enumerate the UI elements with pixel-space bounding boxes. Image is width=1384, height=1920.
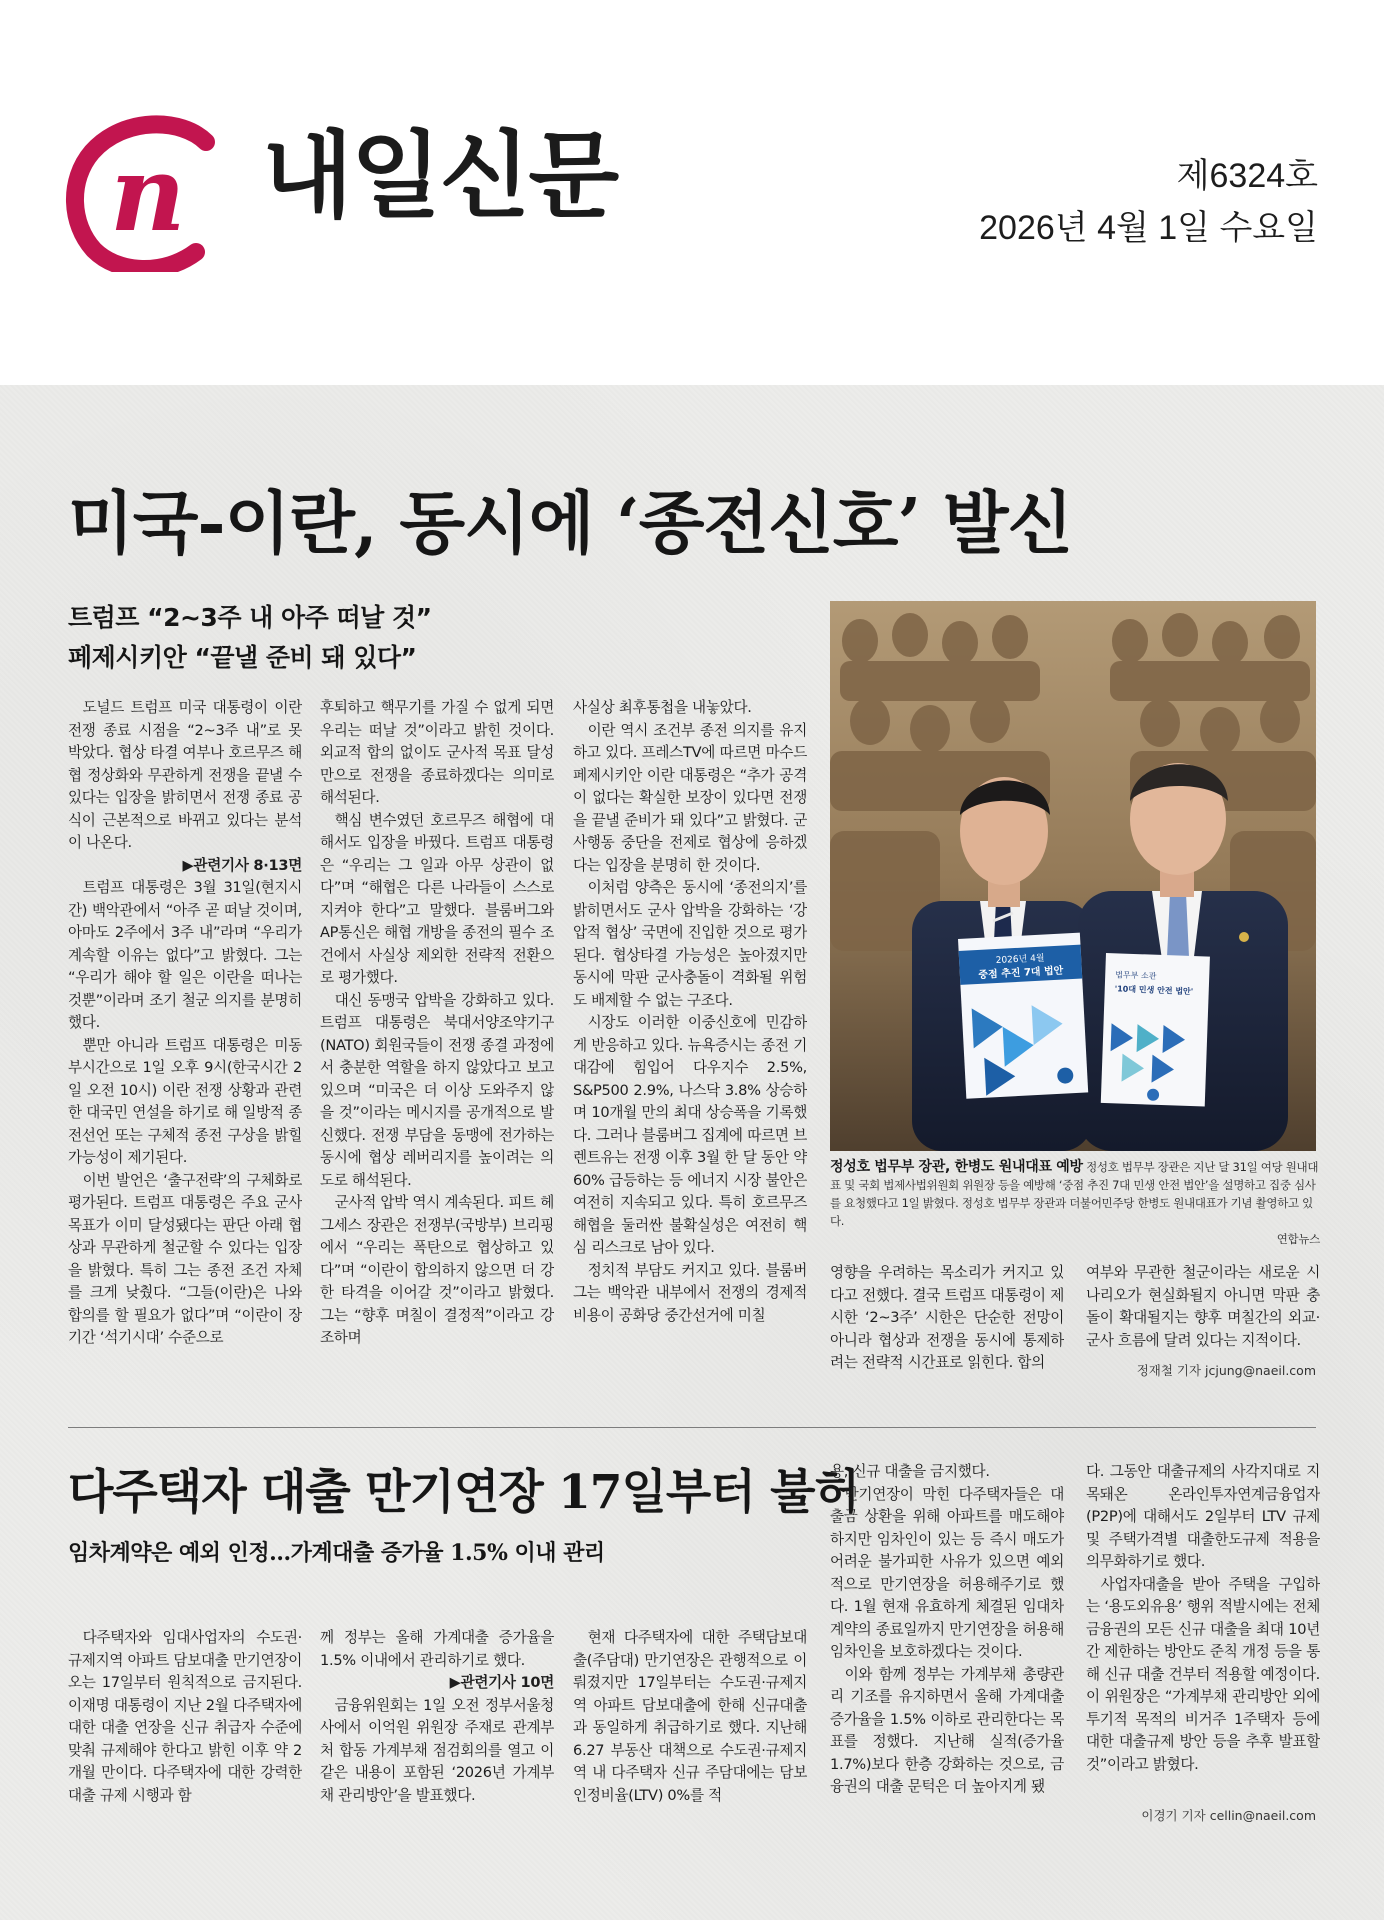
paragraph: 용, 신규 대출을 금지했다.	[830, 1463, 990, 1480]
paragraph: 이와 함께 정부는 가계부채 총량관리 기조를 유지하면서 올해 가계대출 증가율을 1.5% 이하로 관리한다는 목표를 정했다. 지난해 실적(증가율 1.7%)보다 한층 강화하는 것으로, 금융권의 대출 문턱은 더 높아지게 됐	[830, 1665, 1064, 1795]
book-right-line1: 법무부 소관	[1115, 970, 1157, 981]
article1-subheads	[68, 598, 432, 678]
naeil-logo-icon[interactable]	[64, 112, 228, 272]
article2-column-3	[573, 1627, 807, 1807]
article2-column-2	[320, 1627, 554, 1807]
logo-wordmark[interactable]: 내일신문	[262, 122, 618, 231]
article2-column-1	[68, 1627, 302, 1807]
book-right-line2: '10대 민생 안전 법안'	[1114, 984, 1194, 997]
article1-headline: 미국-이란, 동시에 ‘종전신호’ 발신	[68, 484, 1073, 564]
related-article-ref: ▶관련기사 8·13면	[182, 856, 302, 874]
paragraph: 사업자대출을 받아 주택을 구입하는 ‘용도외유용’ 행위 적발시에는 전체 금융권의 모든 신규 대출을 최대 10년간 제한하는 방안도 준칙 개정 등을 통해 신규 대출 건부터 적용할 예정이다. 이 위원장은 “가계부채 관리방안 외에 투기적 목적의 비거주 1주택자 등에 대한 대출규제 방안 등을 추후 발표할 것”이라고 밝혔다.	[1086, 1575, 1320, 1773]
caption-text: 정성호 법무부 장관은 지난 달 31일 여당 원내대표 및 국회 법제사법위원회 위원장 등을 예방해 ‘중점 추진 7대 민생 안전 법안’을 설명하고 집중 심사를 요청했다고 1일 밝혔다. 정성호 법무부 장관과 더불어민주당 한병도 원내대표가 기념 촬영하고 있다.	[830, 1160, 1319, 1228]
logo-letter: n	[110, 132, 186, 255]
book-left-line1: 2026년 4월	[995, 953, 1045, 967]
photo-credit: 연합뉴스	[1276, 1232, 1320, 1246]
paragraph: 핵심 변수였던 호르무즈 해협에 대해서도 입장을 바꿨다. 트럼프 대통령은 “우리는 그 일과 아무 상관이 없다”며 “해협은 다른 나라들이 스스로 지켜야 한다”고 말했다. 블룸버그와 AP통신은 해협 개방을 종전의 필수 조건에서 사실상 제외한 전략적 전환으로 평가했다.	[320, 811, 554, 986]
paragraph: 군사적 압박 역시 계속된다. 피트 헤그세스 장관은 전쟁부(국방부) 브리핑에서 “우리는 폭탄으로 협상하고 있다”며 “이란이 합의하지 않으면 더 강한 타격을 이어갈 것”이라고 밝혔다. 그는 “향후 며칠이 결정적”이라고 강조하며	[320, 1194, 554, 1346]
article2-column-4	[830, 1461, 1064, 1811]
article2-column-5	[1086, 1461, 1320, 1801]
paragraph: 다. 그동안 대출규제의 사각지대로 지목돼온 온라인투자연계금융업자(P2P)에 대해서도 2일부터 LTV 규제 및 주택가격별 대출한도규제 적용을 의무화하기로 했다.	[1086, 1463, 1320, 1570]
article1-photo[interactable]	[830, 601, 1316, 1151]
paragraph: 이처럼 양측은 동시에 ‘종전의지’를 밝히면서도 군사 압박을 강화하는 ‘강압적 협상’ 국면에 진입한 것으로 평가된다. 협상타결 가능성은 높아졌지만 동시에 막판 군사충돌이 격화될 위험도 배제할 수 없는 구조다.	[573, 879, 807, 1009]
article1-column-3	[573, 697, 807, 1387]
caption-title: 정성호 법무부 장관, 한병도 원내대표 예방	[830, 1159, 1083, 1175]
paragraph: 도널드 트럼프 미국 대통령이 이란 전쟁 종료 시점을 “2~3주 내”로 못 박았다. 협상 타결 여부나 호르무즈 해협 정상화와 무관하게 전쟁을 끝낼 수 있다는 입장을 밝히면서 전쟁 종료 공식이 근본적으로 바뀌고 있다는 분석이 나온다.	[68, 699, 302, 851]
photo-caption	[830, 1158, 1320, 1248]
article1-column-4: 영향을 우려하는 목소리가 커지고 있다고 전했다. 결국 트럼프 대통령이 제시한 ‘2~3주’ 시한은 단순한 전망이 아니라 협상과 전쟁을 동시에 통제하려는 전략적 시간표로 읽힌다. 합의	[830, 1264, 1064, 1371]
paragraph: 께 정부는 올해 가계대출 증가율을 1.5% 이내에서 관리하기로 했다.	[320, 1629, 554, 1669]
issue-number: 제6324호	[1176, 157, 1318, 195]
article2-byline: 이경기 기자 cellin@naeil.com	[1141, 1808, 1316, 1823]
book-left-line2: 중점 추진 7대 법안	[978, 965, 1064, 981]
paragraph: 트럼프 대통령은 3월 31일(현지시간) 백악관에서 “아주 곧 떠날 것이며, 아마도 2주에서 3주 내”라며 “우리가 계속할 이유는 없다”고 밝혔다. 그는 “우리가 해야 할 일은 이란을 떠나는 것뿐”이라며 조기 철군 의지를 분명히 했다.	[68, 879, 302, 1031]
article2-headline: 다주택자 대출 만기연장 17일부터 불허	[68, 1465, 859, 1520]
paragraph: 금융위원회는 1일 오전 정부서울청사에서 이억원 위원장 주재로 관계부처 합동 가계부채 점검회의를 열고 이 같은 내용이 포함된 ‘2026년 가계부채 관리방안’을 발표했다.	[320, 1696, 554, 1804]
article2-subhead: 임차계약은 예외 인정…가계대출 증가율 1.5% 이내 관리	[68, 1540, 605, 1566]
article-divider	[68, 1427, 1316, 1428]
paragraph: 대신 동맹국 압박을 강화하고 있다. 트럼프 대통령은 북대서양조약기구(NATO) 회원국들이 전쟁 종결 과정에서 충분한 역할을 하지 않았다고 보고 있으며 “미국은 더 이상 도와주지 않을 것”이라는 메시지를 공개적으로 발신했다. 전쟁 부담을 동맹에 전가하는 동시에 협상 레버리지를 높이려는 의도로 해석된다.	[320, 991, 554, 1189]
paragraph: 이란 역시 조건부 종전 의지를 유지하고 있다. 프레스TV에 따르면 마수드 페제시키안 이란 대통령은 “추가 공격이 없다는 확실한 보장이 있다면 전쟁을 끝낼 준비가 돼 있다”고 밝혔다. 군사행동 중단을 전제로 협상에 응하겠다는 입장을 분명히 한 것이다.	[573, 721, 807, 874]
paragraph: 다주택자와 임대사업자의 수도권·규제지역 아파트 담보대출 만기연장이 오는 17일부터 원칙적으로 금지된다. 이재명 대통령이 지난 2월 다주택자에 대한 대출 연장을 신규 취급자 수준에 맞춰 규제해야 한다고 밝힌 이후 약 2개월 만이다. 다주택자에 대한 강력한 대출 규제 시행과 함	[68, 1629, 302, 1804]
article1-column-5: 여부와 무관한 철군이라는 새로운 시나리오가 현실화될지 아니면 막판 충돌이 확대될지는 향후 며칠간의 외교·군사 흐름에 달려 있다는 지적이다.	[1086, 1264, 1320, 1349]
article1-column-2	[320, 697, 554, 1387]
masthead	[0, 0, 1384, 385]
paragraph: 만기연장이 막힌 다주택자들은 대출금 상환을 위해 아파트를 매도해야 하지만 임차인이 있는 등 즉시 매도가 어려운 불가피한 사유가 있으면 예외적으로 만기연장을 허용해주기로 했다. 1월 현재 유효하게 체결된 임대차계약의 종료일까지 만기연장을 허용해 임차인을 보호하겠다는 것이다.	[830, 1485, 1064, 1660]
issue-date: 2026년 4월 1일 수요일	[979, 209, 1318, 247]
related-article-ref: ▶관련기사 10면	[449, 1674, 554, 1691]
paragraph: 현재 다주택자에 대한 주택담보대출(주담대) 만기연장은 관행적으로 이뤄졌지만 17일부터는 수도권·규제지역 아파트 담보대출에 한해 신규대출과 동일하게 취급하기로 했다. 지난해 6.27 부동산 대책으로 수도권·규제지역 내 다주택자 신규 주담대에는 담보인정비율(LTV) 0%를 적	[573, 1629, 807, 1804]
paragraph: 사실상 최후통첩을 내놓았다.	[573, 699, 752, 716]
paragraph: 시장도 이러한 이중신호에 민감하게 반응하고 있다. 뉴욕증시는 종전 기대감에 힘입어 다우지수 2.5%, S&P500 2.9%, 나스닥 3.8% 상승하며 10개월 만의 최대 상승폭을 기록했다. 그러나 블룸버그 집계에 따르면 브렌트유는 전쟁 이후 3월 한 달 동안 약 60% 급등하는 등 에너지 시장 불안은 여전히 지속되고 있다. 특히 호르무즈 해협을 둘러싼 불확실성은 여전히 핵심 리스크로 남아 있다.	[573, 1014, 807, 1256]
paragraph: 후퇴하고 핵무기를 가질 수 없게 되면 우리는 떠날 것”이라고 밝힌 것이다. 외교적 합의 없이도 군사적 목표 달성만으로 전쟁을 종료하겠다는 의미로 해석된다.	[320, 699, 554, 806]
article1-subhead-2: 페제시키안 “끝낼 준비 돼 있다”	[68, 643, 417, 672]
article1-byline: 정재철 기자 jcjung@naeil.com	[1136, 1363, 1316, 1378]
article1-column-1	[68, 697, 302, 1387]
article1-subhead-1: 트럼프 “2~3주 내 아주 떠날 것”	[68, 603, 432, 632]
paragraph: 이번 발언은 ‘출구전략’의 구체화로 평가된다. 트럼프 대통령은 주요 군사 목표가 이미 달성됐다는 판단 아래 협상과 무관하게 철군할 수 있다는 입장을 밝혔다. 특히 그는 종전 조건 자체를 크게 낮췄다. “그들(이란)은 나와 합의를 할 필요가 없다”며 “이란이 장기간 ‘석기시대’ 수준으로	[68, 1171, 302, 1346]
photo-illustration	[830, 601, 1316, 1151]
paragraph: 정치적 부담도 커지고 있다. 블룸버그는 백악관 내부에서 전쟁의 경제적 비용이 공화당 중간선거에 미칠	[573, 1261, 807, 1324]
paragraph: 뿐만 아니라 트럼프 대통령은 미동부시간으로 1일 오후 9시(한국시간 2일 오전 10시) 이란 전쟁 상황과 관련한 대국민 연설을 하기로 해 일방적 종전선언 또는 구체적 종전 구상을 밝힐 가능성이 제기된다.	[68, 1036, 302, 1166]
